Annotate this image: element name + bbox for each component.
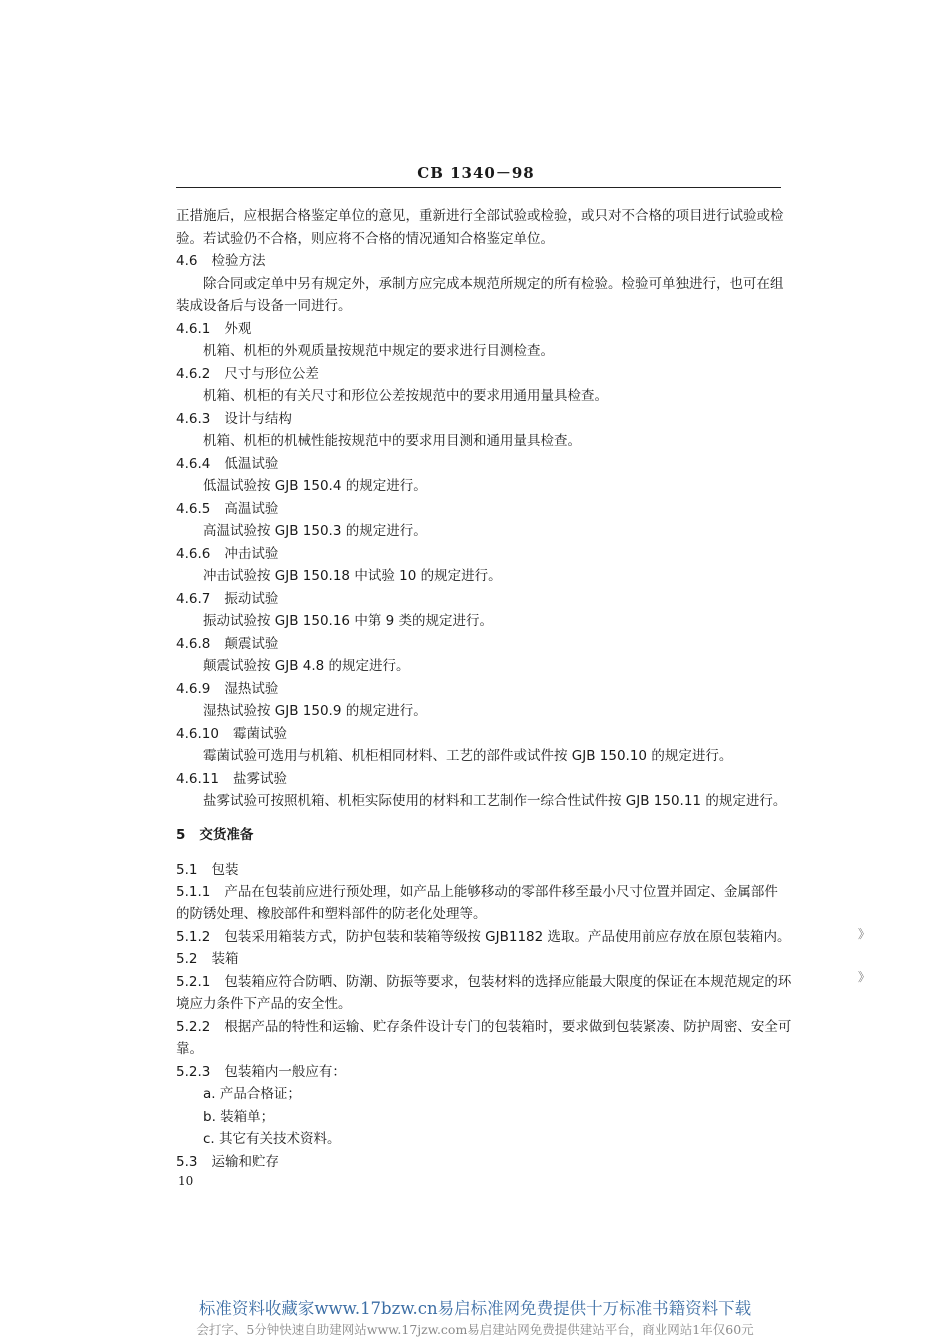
section-title: 外观 <box>224 321 252 337</box>
section-number: 4.6.9 <box>176 681 211 697</box>
paragraph-line: 除合同或定单中另有规定外，承制方应完成本规范所规定的所有检验。检验可单独进行，也可在组 <box>203 276 784 292</box>
paragraph-line <box>176 882 778 902</box>
section-number: 4.6.8 <box>176 636 211 652</box>
section-number: 4.6.10 <box>176 726 219 742</box>
section-number: 5.1 <box>176 862 198 878</box>
section-title: 湿热试验 <box>224 681 279 697</box>
section-number: 4.6.2 <box>176 366 211 382</box>
paragraph-line: 验。若试验仍不合格，则应将不合格的情况通知合格鉴定单位。 <box>176 231 554 247</box>
page-number: 10 <box>178 1174 194 1188</box>
section-heading <box>176 860 238 880</box>
section-number: 5 <box>176 827 186 843</box>
section-heading <box>176 1152 279 1172</box>
section-heading <box>176 251 265 271</box>
section-number: 5.2.2 <box>176 1019 211 1035</box>
section-number: 5.1.2 <box>176 929 211 945</box>
paragraph-text: 根据产品的特性和运输、贮存条件设计专门的包装箱时，要求做到包装紧凑、防护周密、安全可 <box>224 1019 792 1035</box>
paragraph-line <box>176 927 791 947</box>
section-title: 装箱 <box>211 951 239 967</box>
list-item: c. 其它有关技术资料。 <box>203 1131 341 1147</box>
paragraph-line <box>176 1017 791 1037</box>
section-number: 4.6.7 <box>176 591 211 607</box>
paragraph-line: 低温试验按 GJB 150.4 的规定进行。 <box>203 478 427 494</box>
section-number: 5.1.1 <box>176 884 211 900</box>
paragraph-line: 湿热试验按 GJB 150.9 的规定进行。 <box>203 703 427 719</box>
paragraph-line: 振动试验按 GJB 150.16 中第 9 类的规定进行。 <box>203 613 493 629</box>
section-heading <box>176 544 278 564</box>
paragraph-line: 机箱、机柜的外观质量按规范中规定的要求进行目测检查。 <box>203 343 554 359</box>
margin-mark: 》 <box>858 970 871 984</box>
section-title: 设计与结构 <box>224 411 292 427</box>
section-title: 盐雾试验 <box>232 771 287 787</box>
paragraph-line: 冲击试验按 GJB 150.18 中试验 10 的规定进行。 <box>203 568 502 584</box>
section-number: 4.6.1 <box>176 321 211 337</box>
section-number: 4.6.3 <box>176 411 211 427</box>
section-heading <box>176 679 278 699</box>
paragraph-line: 颠震试验按 GJB 4.8 的规定进行。 <box>203 658 410 674</box>
section-heading <box>176 364 319 384</box>
paragraph-line <box>176 1062 346 1082</box>
paragraph-line: 靠。 <box>176 1041 203 1057</box>
header-rule <box>176 187 781 188</box>
section-title: 交货准备 <box>199 827 254 843</box>
section-title: 检验方法 <box>211 253 266 269</box>
section-heading <box>176 724 287 744</box>
paragraph-line: 盐雾试验可按照机箱、机柜实际使用的材料和工艺制作一综合性试件按 GJB 150.11 的规定进行。 <box>203 793 787 809</box>
paragraph-line: 霉菌试验可选用与机箱、机柜相同材料、工艺的部件或试件按 GJB 150.10 的规定进行。 <box>203 748 733 764</box>
section-title: 低温试验 <box>224 456 279 472</box>
paragraph-line: 境应力条件下产品的安全性。 <box>176 996 352 1012</box>
paragraph-text: 产品在包装前应进行预处理，如产品上能够移动的零部件移至最小尺寸位置并固定、金属部件 <box>224 884 778 900</box>
section-title: 运输和贮存 <box>211 1154 279 1170</box>
section-heading <box>176 319 251 339</box>
section-title: 颠震试验 <box>224 636 279 652</box>
section-number: 4.6.11 <box>176 771 219 787</box>
section-title: 尺寸与形位公差 <box>224 366 319 382</box>
section-number: 4.6 <box>176 253 198 269</box>
section-title: 包装 <box>211 862 239 878</box>
section-heading <box>176 589 278 609</box>
section-number: 4.6.5 <box>176 501 211 517</box>
section-number: 5.3 <box>176 1154 198 1170</box>
list-item: b. 装箱单； <box>203 1109 275 1125</box>
section-title: 高温试验 <box>224 501 279 517</box>
paragraph-line: 的防锈处理、橡胶部件和塑料部件的防老化处理等。 <box>176 906 487 922</box>
paragraph-text: 包装采用箱装方式，防护包装和装箱等级按 GJB1182 选取。产品使用前应存放在原包装箱内。 <box>224 929 791 945</box>
chapter-heading <box>176 825 253 845</box>
paragraph-line <box>176 972 791 992</box>
section-number: 4.6.4 <box>176 456 211 472</box>
paragraph-line: 正措施后，应根据合格鉴定单位的意见，重新进行全部试验或检验，或只对不合格的项目进行试验或检 <box>176 208 784 224</box>
section-heading <box>176 634 278 654</box>
paragraph-text: 包装箱应符合防晒、防潮、防振等要求，包装材料的选择应能最大限度的保证在本规范规定的环 <box>224 974 792 990</box>
section-number: 4.6.6 <box>176 546 211 562</box>
paragraph-line: 高温试验按 GJB 150.3 的规定进行。 <box>203 523 427 539</box>
section-number: 5.2.3 <box>176 1064 211 1080</box>
watermark-footer-secondary: 会打字、5分钟快速自助建网站www.17jzw.com易启建站网免费提供建站平台，商业网站1年仅60元 <box>196 1322 754 1337</box>
section-heading <box>176 454 278 474</box>
section-heading <box>176 409 292 429</box>
list-item: a. 产品合格证； <box>203 1086 301 1102</box>
section-number: 5.2.1 <box>176 974 211 990</box>
section-title: 霉菌试验 <box>232 726 287 742</box>
section-title: 振动试验 <box>224 591 279 607</box>
paragraph-line: 机箱、机柜的有关尺寸和形位公差按规范中的要求用通用量具检查。 <box>203 388 608 404</box>
margin-mark: 》 <box>858 927 871 941</box>
section-number: 5.2 <box>176 951 198 967</box>
section-title: 冲击试验 <box>224 546 279 562</box>
paragraph-text: 包装箱内一般应有： <box>224 1064 346 1080</box>
section-heading <box>176 499 278 519</box>
document-code-header: CB 1340－98 <box>417 164 535 182</box>
watermark-footer-primary: 标准资料收藏家www.17bzw.cn易启标准网免费提供十万标准书籍资料下载 <box>198 1299 752 1318</box>
paragraph-line: 装成设备后与设备一同进行。 <box>176 298 352 314</box>
paragraph-line: 机箱、机柜的机械性能按规范中的要求用目测和通用量具检查。 <box>203 433 581 449</box>
section-heading <box>176 769 287 789</box>
section-heading <box>176 949 238 969</box>
